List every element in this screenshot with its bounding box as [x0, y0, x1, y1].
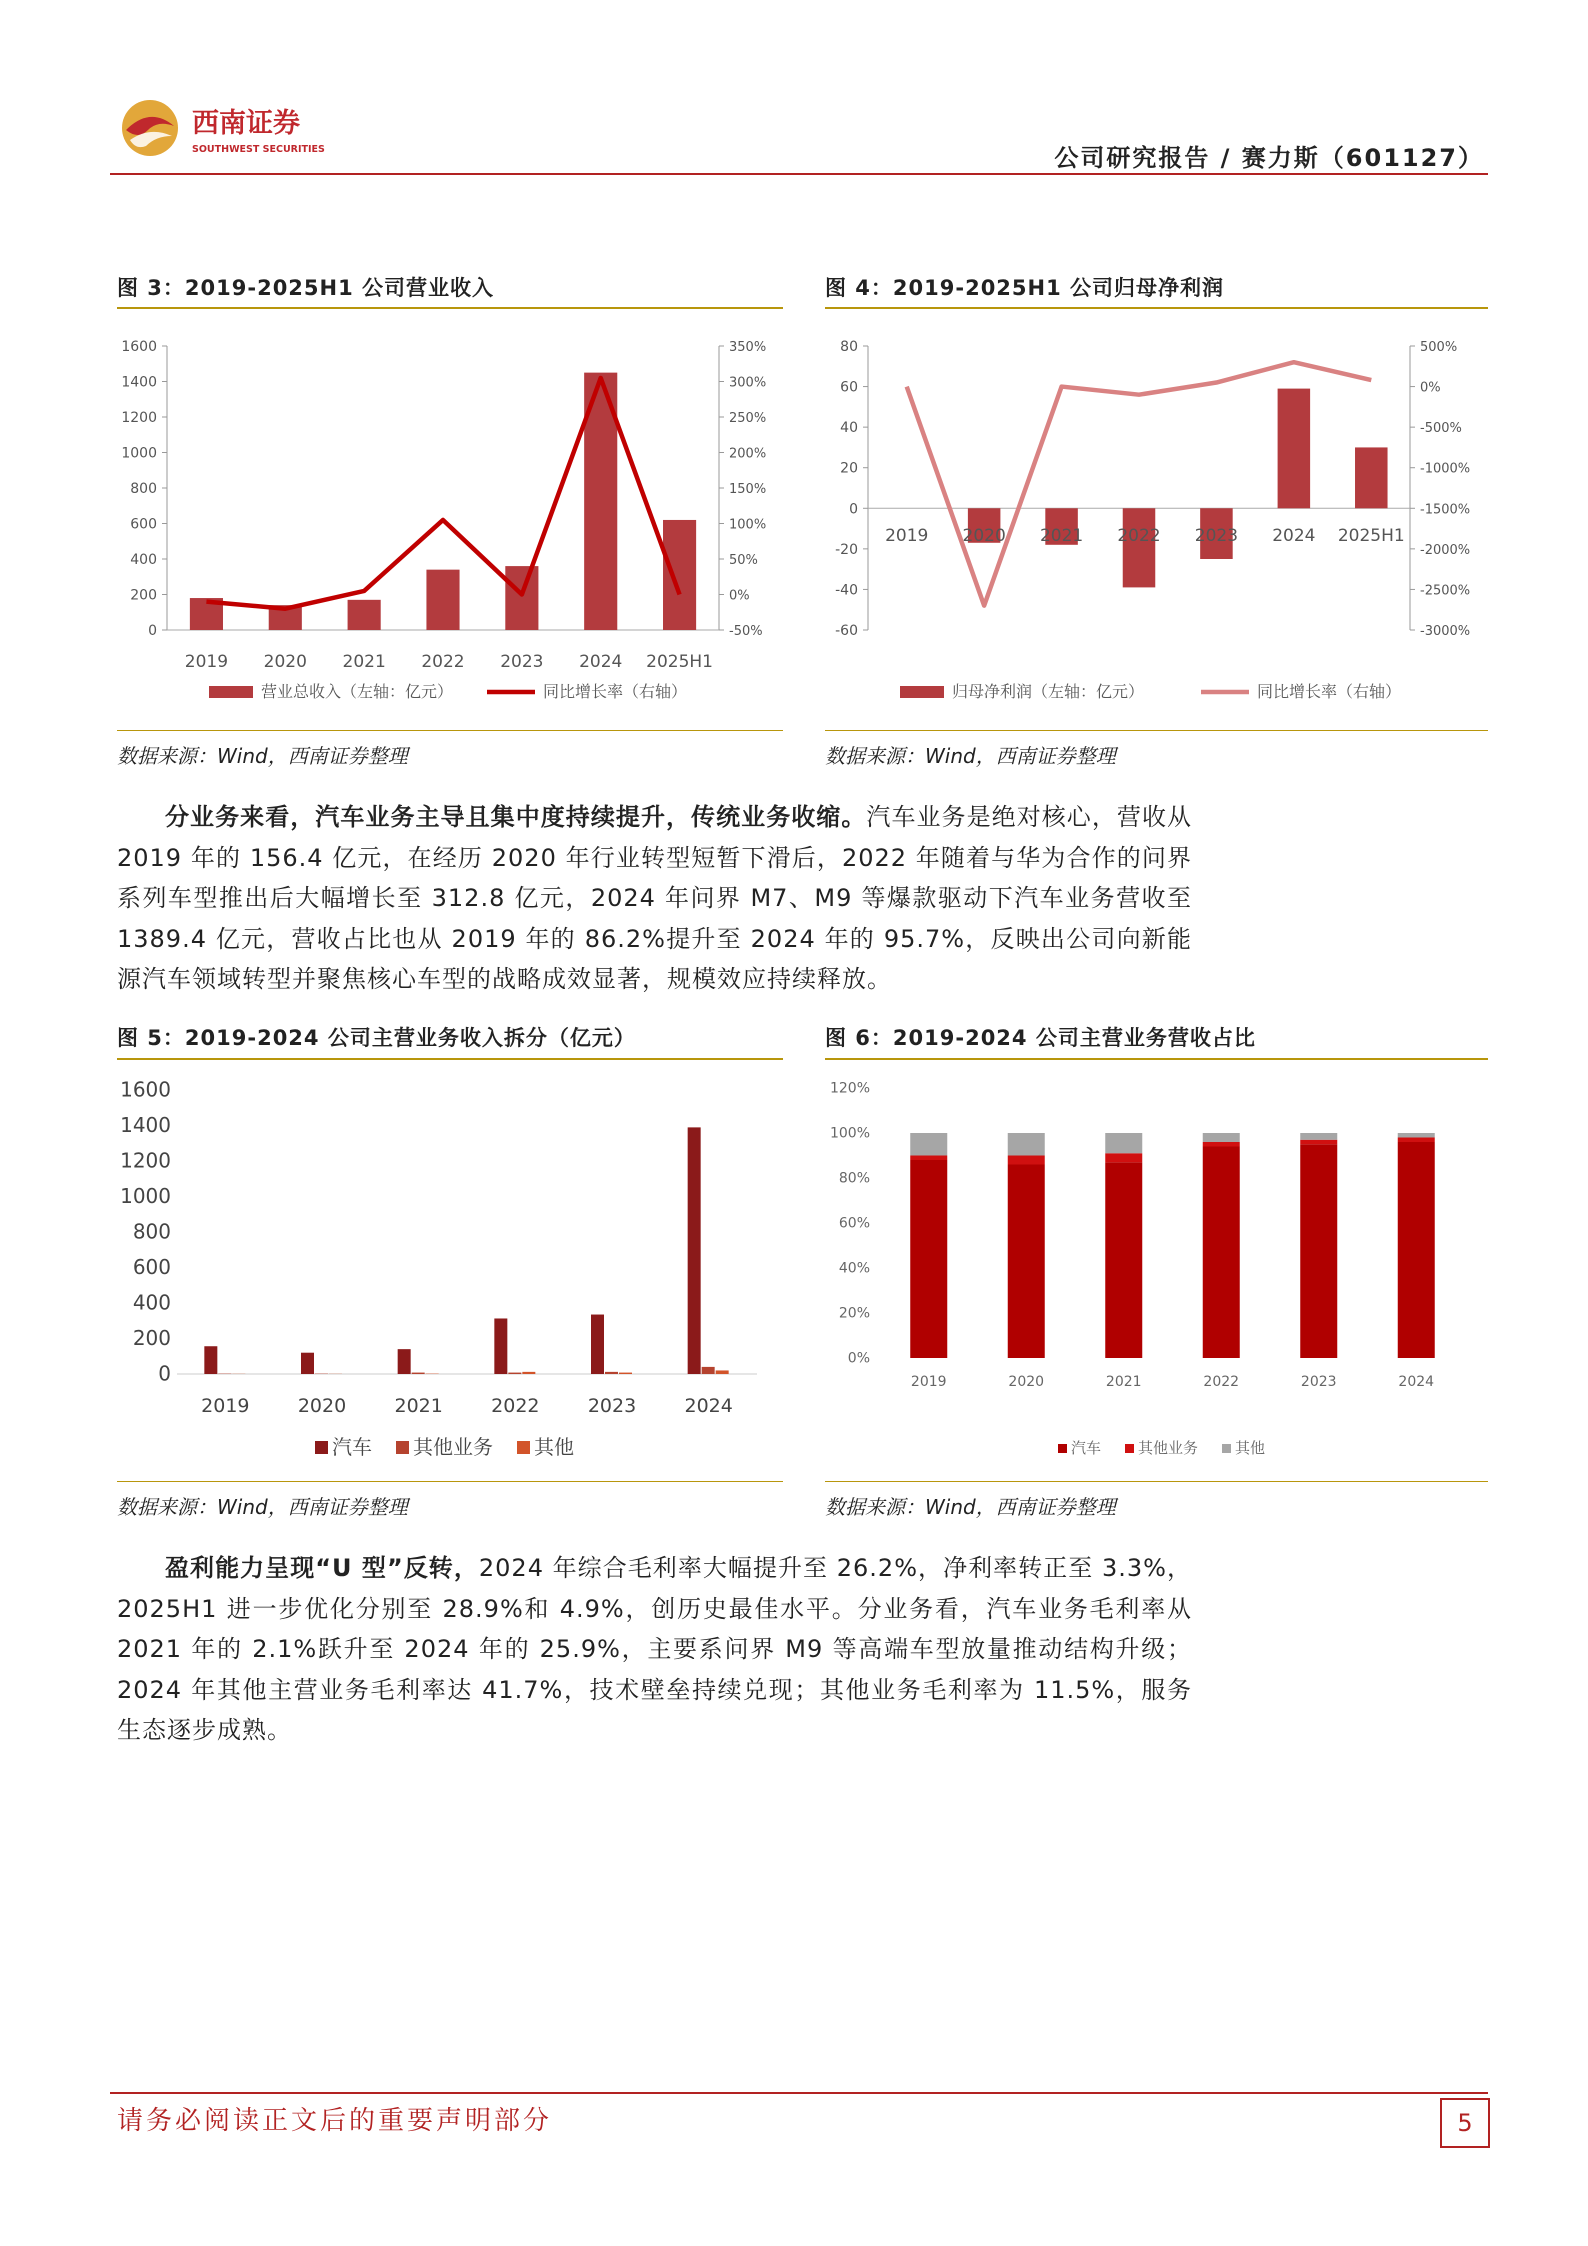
fig4-title: 图 4：2019-2025H1 公司归母净利润 [825, 276, 1225, 300]
category-label: 2021 [342, 652, 386, 672]
paragraph-profitability [117, 1548, 1192, 1751]
legend-label-line: 同比增长率（右轴） [543, 682, 688, 701]
fig3-top-rule [117, 307, 783, 309]
y-tick-label: 40% [838, 1260, 870, 1277]
bar-2024-其他 [716, 1370, 729, 1374]
category-label: 2021 [1105, 1374, 1142, 1390]
fig6-title: 图 6：2019-2024 公司主营业务营收占比 [825, 1026, 1256, 1050]
left-tick-label: 60 [840, 379, 858, 396]
category-label: 2020 [962, 526, 1006, 546]
bar-2023 [505, 566, 538, 630]
category-label: 2024 [1398, 1374, 1435, 1390]
left-tick-label: -60 [835, 623, 858, 639]
fig4-svg [825, 318, 1488, 718]
category-label: 2024 [579, 652, 623, 672]
company-logo [120, 96, 340, 164]
right-tick-label: 100% [729, 517, 767, 533]
y-tick-label: 1000 [120, 1184, 171, 1209]
left-tick-label: 1000 [121, 445, 157, 462]
category-label: 2019 [910, 1374, 947, 1390]
bar-2019-其他业务 [910, 1156, 947, 1161]
y-tick-label: 1200 [120, 1148, 171, 1173]
y-tick-label: 400 [132, 1290, 171, 1315]
category-label: 2024 [684, 1395, 733, 1417]
report-header: 公司研究报告 / 赛力斯（601127） [1054, 144, 1484, 172]
fig5-title: 图 5：2019-2024 公司主营业务收入拆分（亿元） [117, 1026, 636, 1050]
legend-label: 其他业务 [1138, 1439, 1199, 1457]
logo-en: SOUTHWEST SECURITIES [192, 144, 325, 155]
bar-2022 [426, 570, 459, 630]
legend-swatch-bar [209, 686, 253, 698]
left-tick-label: 20 [840, 460, 858, 477]
logo-icon [120, 96, 340, 160]
legend-swatch [315, 1441, 328, 1454]
bar-2024-其他业务 [1398, 1138, 1435, 1143]
right-tick-label: -500% [1420, 421, 1462, 437]
fig5-top-rule [117, 1058, 783, 1060]
paragraph-profitability-lead: 盈利能力呈现“U 型”反转， [165, 1554, 479, 1582]
y-tick-label: 80% [838, 1170, 870, 1187]
fig3-title: 图 3：2019-2025H1 公司营业收入 [117, 276, 495, 300]
y-tick-label: 0 [158, 1361, 171, 1386]
fig6-chart [825, 1068, 1488, 1477]
category-label: 2022 [421, 652, 465, 672]
category-label: 2023 [500, 652, 544, 672]
category-label: 2024 [1272, 526, 1316, 546]
left-tick-label: 0 [148, 623, 157, 639]
category-label: 2023 [587, 1395, 637, 1417]
paragraph-segments-body: 汽车业务是绝对核心，营收从 2019 年的 156.4 亿元，在经历 2020 年行业转型短暂下滑后，2022 年随着与华为合作的问界系列车型推出后大幅增长至 312.8 亿元，2024 年问界 M7、M9 等爆款驱动下汽车业务营收至 1389.4 亿元，营收占比也从 2019 年的 86.2%提升至 2024 年的 95.7%，反映出公司向新能源汽车领域转型并聚焦核心车型的战略成效显著，规模效应持续释放。 [117, 803, 1193, 993]
right-tick-label: 500% [1420, 340, 1458, 355]
right-tick-label: 300% [729, 375, 767, 391]
fig3-chart [117, 318, 783, 722]
y-tick-label: 800 [132, 1219, 171, 1244]
right-tick-label: 350% [729, 340, 767, 355]
bar-2023-其他 [619, 1373, 632, 1374]
fig3-svg [117, 318, 783, 718]
bar-2024 [1278, 389, 1311, 509]
legend-swatch [1222, 1444, 1231, 1453]
fig6-bottom-rule [825, 1481, 1488, 1482]
bar-2019-汽车 [204, 1346, 217, 1374]
right-tick-label: -2500% [1420, 583, 1471, 599]
right-tick-label: -50% [729, 624, 763, 639]
left-tick-label: 1600 [121, 339, 157, 355]
bar-2023-其他业务 [1300, 1140, 1337, 1145]
bar-2019-其他 [910, 1133, 947, 1156]
fig4-chart [825, 318, 1488, 722]
bar-2020-其他业务 [1008, 1156, 1045, 1165]
legend-label-bar: 营业总收入（左轴：亿元） [261, 682, 454, 701]
right-tick-label: 50% [729, 553, 758, 568]
bar-2022-其他业务 [508, 1373, 521, 1374]
bar-2025H1 [1355, 447, 1388, 508]
bar-2022-其他业务 [1203, 1142, 1240, 1147]
fig4-source: 数据来源：Wind，西南证券整理 [825, 744, 1116, 768]
bar-2021-汽车 [398, 1349, 411, 1374]
page-number: 5 [1440, 2098, 1490, 2148]
right-tick-label: 250% [729, 411, 767, 426]
left-tick-label: 1400 [121, 374, 157, 391]
bar-2023-其他 [1300, 1133, 1337, 1140]
bar-2022-汽车 [1203, 1147, 1240, 1359]
paragraph-segments-lead: 分业务来看，汽车业务主导且集中度持续提升，传统业务收缩。 [165, 803, 867, 831]
left-tick-label: 800 [130, 481, 157, 497]
fig4-bottom-rule [825, 730, 1488, 731]
category-label: 2023 [1194, 526, 1239, 546]
bar-2025H1 [663, 520, 696, 630]
footer-rule [110, 2092, 1488, 2094]
right-tick-label: 200% [729, 446, 767, 462]
y-tick-label: 200 [132, 1326, 171, 1351]
legend-label: 汽车 [1071, 1439, 1102, 1457]
y-tick-label: 20% [838, 1305, 870, 1322]
category-label: 2021 [394, 1395, 443, 1417]
category-label: 2022 [1117, 526, 1161, 546]
bar-2024-汽车 [1398, 1142, 1435, 1358]
right-tick-label: 150% [729, 482, 767, 497]
category-label: 2019 [184, 652, 229, 672]
fig4-top-rule [825, 307, 1488, 309]
y-tick-label: 60% [838, 1215, 870, 1232]
bar-2022 [1123, 508, 1156, 587]
logo-cn: 西南证券 [192, 108, 300, 139]
paragraph-profitability-body: 2024 年综合毛利率大幅提升至 26.2%，净利率转正至 3.3%，2025H1 进一步优化分别至 28.9%和 4.9%，创历史最佳水平。分业务看，汽车业务毛利率从 2021 年的 2.1%跃升至 2024 年的 25.9%，主要系问界 M9 等高端车型放量推动结构升级；2024 年其他主营业务毛利率达 41.7%，技术壁垒持续兑现；其他业务毛利率为 11.5%，服务生态逐步成熟。 [117, 1554, 1193, 1744]
bar-2021-其他业务 [412, 1373, 425, 1374]
category-label: 2021 [1039, 526, 1084, 546]
fig6-svg [825, 1068, 1488, 1473]
category-label: 2022 [1203, 1374, 1240, 1390]
legend-swatch [1125, 1444, 1134, 1453]
bar-2022-其他 [522, 1372, 535, 1374]
y-tick-label: 1600 [120, 1077, 171, 1102]
category-label: 2019 [885, 526, 929, 546]
fig3-source: 数据来源：Wind，西南证券整理 [117, 744, 408, 768]
legend-swatch [396, 1441, 409, 1454]
bar-2022-其他 [1203, 1133, 1240, 1142]
bar-2024-其他 [1398, 1133, 1435, 1138]
left-tick-label: -20 [835, 541, 858, 558]
bar-2020-汽车 [301, 1353, 314, 1374]
bar-2020-其他 [1008, 1133, 1045, 1156]
legend-label-line: 同比增长率（右轴） [1257, 682, 1402, 701]
bar-2020-汽车 [1008, 1165, 1045, 1359]
bar-2024-汽车 [688, 1127, 701, 1374]
legend-swatch-bar [900, 686, 944, 698]
legend-label: 其他业务 [413, 1435, 493, 1459]
left-tick-label: 1200 [121, 410, 157, 426]
bar-2024-其他业务 [702, 1367, 715, 1374]
bar-2022-汽车 [494, 1318, 507, 1374]
left-tick-label: -40 [835, 582, 858, 599]
legend-swatch [517, 1441, 530, 1454]
y-tick-label: 0% [847, 1350, 870, 1367]
category-label: 2023 [1300, 1374, 1337, 1390]
left-tick-label: 600 [130, 516, 157, 533]
category-label: 2025H1 [646, 652, 714, 672]
category-label: 2020 [297, 1395, 347, 1417]
bar-2023-其他业务 [605, 1372, 618, 1374]
left-tick-label: 200 [130, 587, 157, 604]
fig5-svg [117, 1068, 783, 1473]
bar-2019-汽车 [910, 1160, 947, 1358]
legend-swatch [1058, 1444, 1067, 1453]
y-tick-label: 120% [829, 1080, 870, 1097]
right-tick-label: -3000% [1420, 624, 1471, 639]
right-tick-label: 0% [729, 588, 750, 604]
disclaimer-note: 请务必阅读正文后的重要声明部分 [117, 2106, 553, 2136]
header-rule [110, 173, 1488, 175]
left-tick-label: 0 [849, 501, 858, 518]
y-tick-label: 600 [132, 1255, 171, 1280]
fig5-bottom-rule [117, 1481, 783, 1482]
category-label: 2022 [491, 1395, 540, 1417]
y-tick-label: 100% [829, 1125, 870, 1142]
right-tick-label: -1000% [1420, 461, 1471, 477]
right-tick-label: 0% [1420, 380, 1441, 396]
category-label: 2020 [263, 652, 307, 672]
legend-label: 其他 [534, 1435, 574, 1459]
category-label: 2019 [201, 1395, 250, 1417]
left-tick-label: 400 [130, 552, 157, 568]
right-tick-label: -1500% [1420, 502, 1471, 518]
category-label: 2025H1 [1337, 526, 1405, 546]
fig5-source: 数据来源：Wind，西南证券整理 [117, 1495, 408, 1519]
left-tick-label: 80 [840, 339, 858, 355]
y-tick-label: 1400 [120, 1113, 171, 1138]
fig3-bottom-rule [117, 730, 783, 731]
legend-label: 其他 [1235, 1439, 1266, 1457]
fig6-source: 数据来源：Wind，西南证券整理 [825, 1495, 1116, 1519]
right-tick-label: -2000% [1420, 542, 1471, 558]
legend-label: 汽车 [332, 1435, 372, 1459]
bar-2023-汽车 [1300, 1144, 1337, 1358]
fig5-chart [117, 1068, 783, 1477]
bar-2021-其他 [1105, 1133, 1142, 1153]
paragraph-segments [117, 797, 1192, 1000]
bar-2023-汽车 [591, 1315, 604, 1374]
category-label: 2020 [1008, 1374, 1045, 1390]
bar-2021-汽车 [1105, 1162, 1142, 1358]
bar-2021 [348, 600, 381, 630]
bar-2021-其他业务 [1105, 1153, 1142, 1162]
fig6-top-rule [825, 1058, 1488, 1060]
left-tick-label: 40 [840, 420, 858, 437]
legend-label-bar: 归母净利润（左轴：亿元） [952, 682, 1145, 701]
